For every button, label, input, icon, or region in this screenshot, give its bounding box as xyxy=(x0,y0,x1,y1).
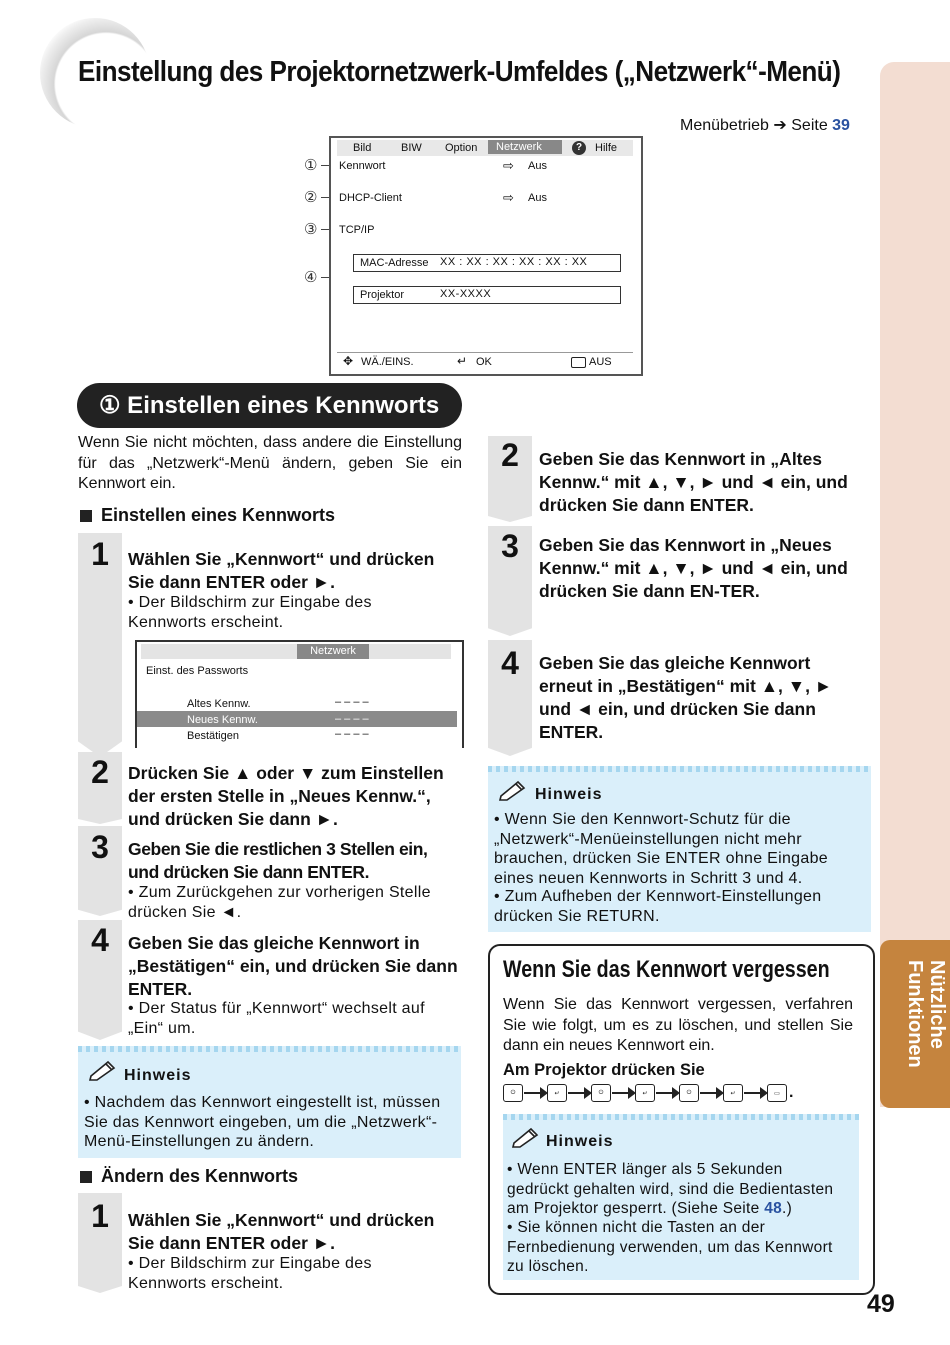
note-text: • Nachdem das Kennwort eingestellt ist, müssen Sie das Kennwort eingeben, um die „Netzwerk“-Menü-Einstellungen zu ändern. xyxy=(84,1094,441,1150)
note-title: Hinweis xyxy=(124,1067,192,1084)
step-4-bullet: • Der Status für „Kennwort“ wechselt auf „Ein“ um. xyxy=(128,1000,425,1037)
footer-select: WÄ./EINS. xyxy=(361,356,414,368)
pencil-icon xyxy=(88,1059,118,1081)
menu-reference xyxy=(680,115,850,135)
step-4-instruction: Geben Sie das gleiche Kennwort in „Bestätigen“ ein, und drücken Sie dann ENTER. xyxy=(128,933,458,999)
arrow-select-icon: ⇨ xyxy=(503,158,514,173)
mac-label: MAC-Adresse xyxy=(360,257,429,269)
forgot-note-box xyxy=(503,1114,859,1280)
menu-item-tcpip[interactable]: TCP/IP xyxy=(339,224,375,236)
forgot-note-1 xyxy=(507,1160,847,1219)
note-text-2: • Zum Aufheben der Kennwort-Einstellungen drücken Sie RETURN. xyxy=(494,888,822,925)
move-arrows-icon: ✥ xyxy=(343,354,354,368)
menu-item-kennwort[interactable]: Kennwort xyxy=(339,160,386,172)
mac-value: XX : XX : XX : XX : XX : XX xyxy=(440,256,588,268)
footer-divider xyxy=(337,352,633,353)
projector-value: XX-XXXX xyxy=(440,288,492,300)
enter-key-icon: ↵ xyxy=(723,1084,743,1102)
step-3-bullet: • Zum Zurückgehen zur vorherigen Stelle drücken Sie ◄. xyxy=(128,884,431,921)
page-title: Einstellung des Projektornetzwerk-Umfeldes („Netzwerk“-Menü) xyxy=(78,56,841,88)
enter-key-icon: ↵ xyxy=(547,1084,567,1102)
forgot-password-box xyxy=(488,944,875,1295)
step-number: 1 xyxy=(91,1198,109,1234)
side-tab-label: Nützliche Funktionen xyxy=(904,960,948,1068)
tab-biw[interactable]: BIW xyxy=(401,142,422,154)
tab-option[interactable]: Option xyxy=(445,142,478,154)
subheading-set-password xyxy=(80,505,335,526)
forgot-note-2: • Sie können nicht die Tasten an der Fernbedienung verwenden, um das Kennwort zu löschen. xyxy=(507,1219,833,1275)
press-label: Am Projektor drücken Sie xyxy=(503,1061,705,1079)
kennwort-value: Aus xyxy=(528,160,547,172)
step-1-instruction: Wählen Sie „Kennwort“ und drücken Sie dann ENTER oder ►. xyxy=(128,549,435,592)
change-step-2-instruction: Geben Sie das Kennwort in „Altes Kennw.“ mit ▲, ▼, ► und ◄ ein, und drücken Sie dann ENTER. xyxy=(539,449,848,515)
forgot-note-1-suffix: .) xyxy=(782,1200,793,1217)
power-key-icon: ⏻ xyxy=(503,1084,523,1102)
sub-screen-title: Einst. des Passworts xyxy=(146,665,249,677)
forgot-heading: Wenn Sie das Kennwort vergessen xyxy=(503,956,830,983)
page-number: 49 xyxy=(867,1290,895,1318)
note-dots xyxy=(503,1114,859,1120)
key-sequence xyxy=(503,1084,793,1102)
arrow-icon xyxy=(568,1092,590,1094)
old-password-value: – – – – xyxy=(335,696,369,708)
callout-2: ② xyxy=(304,189,318,206)
power-key-icon: ⏻ xyxy=(679,1084,699,1102)
tab-netzwerk[interactable]: Netzwerk xyxy=(488,140,562,154)
step-2-instruction: Drücken Sie ▲ oder ▼ zum Einstellen der ersten Stelle in „Neues Kennw.“, und drücken Sie dann ►. xyxy=(128,763,444,829)
note-dots xyxy=(488,766,871,772)
arrow-icon xyxy=(700,1092,722,1094)
square-bullet-icon xyxy=(80,1171,92,1183)
menu-key-icon: ▭ xyxy=(767,1084,787,1102)
enter-arrow-icon: ↵ xyxy=(457,354,468,368)
intro-text: Wenn Sie nicht möchten, dass andere die Einstellung für das „Netzwerk“-Menü ändern, geben Sie ein Kennwort ein. xyxy=(78,434,462,492)
change-step-1-bullet: • Der Bildschirm zur Eingabe des Kennworts erscheint. xyxy=(128,1255,372,1292)
arrow-icon xyxy=(612,1092,634,1094)
dhcp-value: Aus xyxy=(528,192,547,204)
menu-reference-text: Menübetrieb ➔ Seite xyxy=(680,117,833,134)
arrow-icon xyxy=(524,1092,546,1094)
subheading-change-password xyxy=(80,1166,298,1187)
tab-hilfe[interactable]: Hilfe xyxy=(595,142,618,154)
pencil-icon xyxy=(511,1126,541,1148)
step-1-bullet: • Der Bildschirm zur Eingabe des Kennworts erscheint. xyxy=(128,594,372,631)
change-step-3-instruction: Geben Sie das Kennwort in „Neues Kennw.“ mit ▲, ▼, ► und ◄ ein, und drücken Sie dann EN-TER. xyxy=(539,535,848,601)
tab-bild[interactable]: Bild xyxy=(353,142,372,154)
step-number: 1 xyxy=(91,536,109,572)
footer-exit: AUS xyxy=(589,356,612,368)
footer-ok: OK xyxy=(476,356,492,368)
step-3-instruction: Geben Sie die restlichen 3 Stellen ein, und drücken Sie dann ENTER. xyxy=(128,839,428,882)
note-title: Hinweis xyxy=(535,786,603,803)
subheading-change-password-text: Ändern des Kennworts xyxy=(101,1166,299,1186)
menu-tab-bar xyxy=(337,140,633,156)
confirm-password-value: – – – – xyxy=(335,728,369,740)
menu-item-dhcp-client[interactable]: DHCP-Client xyxy=(339,192,402,204)
callout-4: ④ xyxy=(304,269,318,286)
note-box xyxy=(488,766,871,932)
step-number: 4 xyxy=(91,922,109,958)
note-text-1: • Wenn Sie den Kennwort-Schutz für die „Netzwerk“-Menüeinstellungen nicht mehr brauchen, drücken Sie ENTER ohne Eingabe eines neuen Kennworts in Schritt 3 und 4. xyxy=(494,811,828,887)
sub-screen-tab[interactable]: Netzwerk xyxy=(297,644,369,659)
note-title: Hinweis xyxy=(546,1133,614,1150)
confirm-password-label: Bestätigen xyxy=(187,730,239,742)
new-password-label[interactable]: Neues Kennw. xyxy=(187,714,258,726)
menu-key-icon xyxy=(571,357,586,368)
enter-key-icon: ↵ xyxy=(635,1084,655,1102)
step-number: 3 xyxy=(91,829,109,865)
change-step-1-instruction: Wählen Sie „Kennwort“ und drücken Sie dann ENTER oder ►. xyxy=(128,1210,435,1253)
arrow-select-icon: ⇨ xyxy=(503,190,514,205)
selected-row-highlight xyxy=(137,711,457,727)
power-key-icon: ⏻ xyxy=(591,1084,611,1102)
sub-screen-tab-bar xyxy=(141,644,451,659)
subheading-set-password-text: Einstellen eines Kennworts xyxy=(101,505,336,525)
page-48-link[interactable]: 48 xyxy=(764,1200,783,1217)
section-heading xyxy=(77,383,462,428)
change-step-4-instruction: Geben Sie das gleiche Kennwort erneut in „Bestätigen“ mit ▲, ▼, ► und ◄ ein, und drücken Sie dann ENTER. xyxy=(539,653,833,742)
old-password-label: Altes Kennw. xyxy=(187,698,251,710)
help-icon: ? xyxy=(572,141,586,155)
network-menu-screen xyxy=(329,136,643,376)
projector-label: Projektor xyxy=(360,289,405,301)
section-heading-text: ① Einstellen eines Kennworts xyxy=(99,392,440,419)
step-number: 2 xyxy=(91,754,109,790)
callout-3: ③ xyxy=(304,221,318,238)
pencil-icon xyxy=(498,779,528,801)
arrow-icon xyxy=(656,1092,678,1094)
new-password-value[interactable]: – – – – xyxy=(335,713,369,725)
square-bullet-icon xyxy=(80,510,92,522)
forgot-note-1-text: • Wenn ENTER länger als 5 Sekunden gedrückt gehalten wird, sind die Bedientasten am Projektor gesperrt. (Siehe Seite xyxy=(507,1161,834,1217)
step-number: 3 xyxy=(501,528,519,564)
forgot-body: Wenn Sie das Kennwort vergessen, verfahren Sie wie folgt, um es zu löschen, und stellen Sie dann ein neues Kennwort ein. xyxy=(503,996,853,1054)
step-number: 4 xyxy=(501,645,519,681)
note-box xyxy=(78,1046,461,1158)
sequence-period: . xyxy=(789,1084,794,1101)
password-entry-screen xyxy=(135,640,464,748)
callout-1: ① xyxy=(304,157,318,174)
note-dots xyxy=(78,1046,461,1052)
step-number: 2 xyxy=(501,437,519,473)
menu-reference-page-link[interactable]: 39 xyxy=(832,117,850,134)
arrow-icon xyxy=(744,1092,766,1094)
